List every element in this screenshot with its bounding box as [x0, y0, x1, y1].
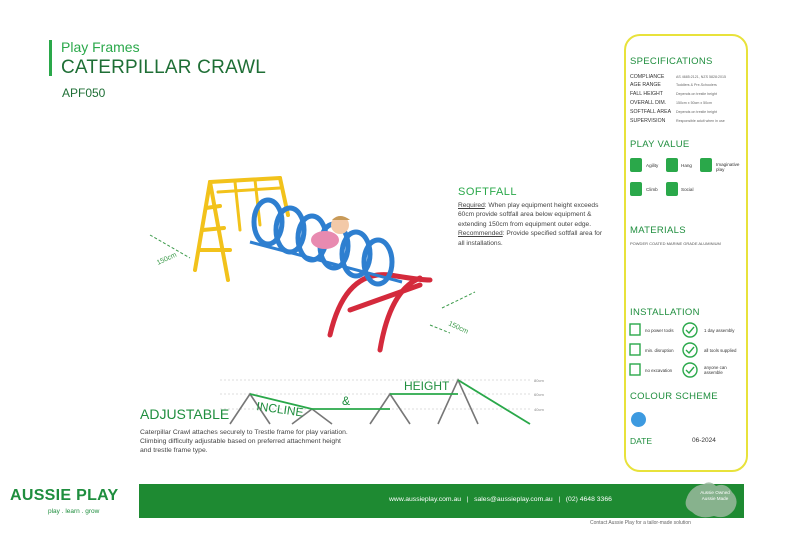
- page-title: CATERPILLAR CRAWL: [61, 57, 267, 78]
- pv-imaginative: Imaginative play: [716, 162, 740, 172]
- no-power-tools-icon: [630, 324, 640, 335]
- spec-row: [630, 82, 742, 88]
- recommended-text: : Provide specified softfall area for all installations.: [458, 230, 603, 247]
- agility-icon: [630, 158, 642, 172]
- right-distance-label: 150cm: [447, 320, 470, 336]
- spec-key: SOFTFALL AREA: [630, 109, 672, 115]
- specifications-heading: SPECIFICATIONS: [630, 56, 713, 67]
- spec-key: AGE RANGE: [630, 82, 661, 88]
- right-arrow-area: [440, 280, 480, 340]
- incline-height-diagram: [220, 372, 550, 432]
- spec-value: Toddlers & Pre-Schoolers: [676, 83, 717, 87]
- spec-value: AS 4685:2121, NZS 5828:2015: [676, 75, 726, 79]
- assembly-check-icon: [683, 323, 697, 337]
- spec-value: Depends on trestle height: [676, 92, 717, 96]
- date-label: DATE: [630, 436, 653, 446]
- materials-text: POWDER COATED MARINE GRADE ALUMINIUM: [630, 241, 721, 246]
- height-40-label: 40cm: [534, 407, 544, 412]
- spec-value: Responsible adult when in use: [676, 119, 725, 123]
- brand-logo: AUSSIE PLAY: [10, 487, 119, 504]
- imaginative-icon: [700, 158, 712, 172]
- materials-heading: MATERIALS: [630, 225, 686, 236]
- spec-key: COMPLIANCE: [630, 74, 665, 80]
- incline-label: INCLINE: [255, 399, 305, 420]
- pv-climb: Climb: [646, 187, 658, 192]
- required-label: Required: [458, 202, 485, 209]
- pv-social: Social: [681, 187, 694, 192]
- footer-contact[interactable]: www.aussieplay.com.au | sales@aussieplay.com.au | (02) 4648 3366: [389, 496, 612, 503]
- inst-no-excavation: no excavation: [645, 368, 673, 373]
- footer-bar: [139, 484, 744, 518]
- date-value: 06-2024: [692, 437, 716, 444]
- spec-row: [630, 109, 742, 115]
- product-code: APF050: [62, 86, 106, 100]
- social-icon: [666, 182, 678, 196]
- aussie-made-badge: Aussie Owned Aussie Made: [700, 490, 730, 501]
- height-80-label: 80cm: [534, 378, 544, 383]
- colour-swatch: [631, 412, 646, 427]
- softfall-heading: SOFTFALL: [458, 186, 518, 198]
- spec-value: Depends on trestle height: [676, 110, 717, 114]
- required-text: : When play equipment height exceeds 60cm provide softfall area below equipment & extending 150cm from equipment outer edge.: [458, 202, 599, 228]
- adjustable-line-2: Climbing difficulty adjustable based on preferred attachment height and trestle frame type.: [140, 438, 341, 454]
- recommended-label: Recommended: [458, 230, 503, 238]
- spec-key: FALL HEIGHT: [630, 91, 663, 97]
- installation-heading: INSTALLATION: [630, 307, 700, 318]
- height-60-label: 60cm: [534, 392, 544, 397]
- inst-min-disruption: min. disruption: [645, 348, 674, 353]
- colour-scheme-heading: COLOUR SCHEME: [630, 391, 718, 402]
- play-value-heading: PLAY VALUE: [630, 139, 690, 150]
- spec-key: OVERALL DIM.: [630, 100, 667, 106]
- hang-icon: [666, 158, 678, 172]
- tailor-made-note: Contact Aussie Play for a tailor-made solution: [590, 520, 691, 526]
- spec-row: [630, 91, 742, 97]
- amp-label: &: [342, 394, 351, 408]
- adjustable-line-1: Caterpillar Crawl attaches securely to Trestle frame for play variation.: [140, 429, 348, 436]
- inst-tools-supplied: all tools supplied: [704, 348, 737, 353]
- height-label: HEIGHT: [404, 379, 450, 393]
- pv-hang: Hang: [681, 163, 692, 168]
- inst-no-power-tools: no power tools: [645, 328, 674, 333]
- spec-row: [630, 100, 742, 106]
- pv-agility: Agility: [646, 163, 659, 168]
- spec-row: [630, 118, 742, 124]
- adjustable-text: [140, 428, 350, 455]
- header-accent-bar: [49, 40, 52, 76]
- spec-key: SUPERVISION: [630, 118, 666, 124]
- tools-check-icon: [683, 343, 697, 357]
- spec-value: 150cm x 50cm x 50cm: [676, 101, 712, 105]
- inst-1-day: 1 day assembly: [704, 328, 735, 333]
- climb-icon: [630, 182, 642, 196]
- brand-tagline: play . learn . grow: [48, 508, 100, 515]
- no-excavation-icon: [630, 364, 640, 375]
- category-label: Play Frames: [61, 39, 140, 55]
- softfall-text: [458, 201, 608, 248]
- anyone-check-icon: [683, 363, 697, 377]
- product-illustration: [140, 170, 450, 360]
- left-distance-label: 150cm: [155, 251, 178, 267]
- spec-row: [630, 74, 742, 80]
- adjustable-heading: ADJUSTABLE: [140, 406, 230, 422]
- min-disruption-icon: [630, 344, 640, 355]
- inst-anyone: anyone can assemble: [704, 365, 727, 375]
